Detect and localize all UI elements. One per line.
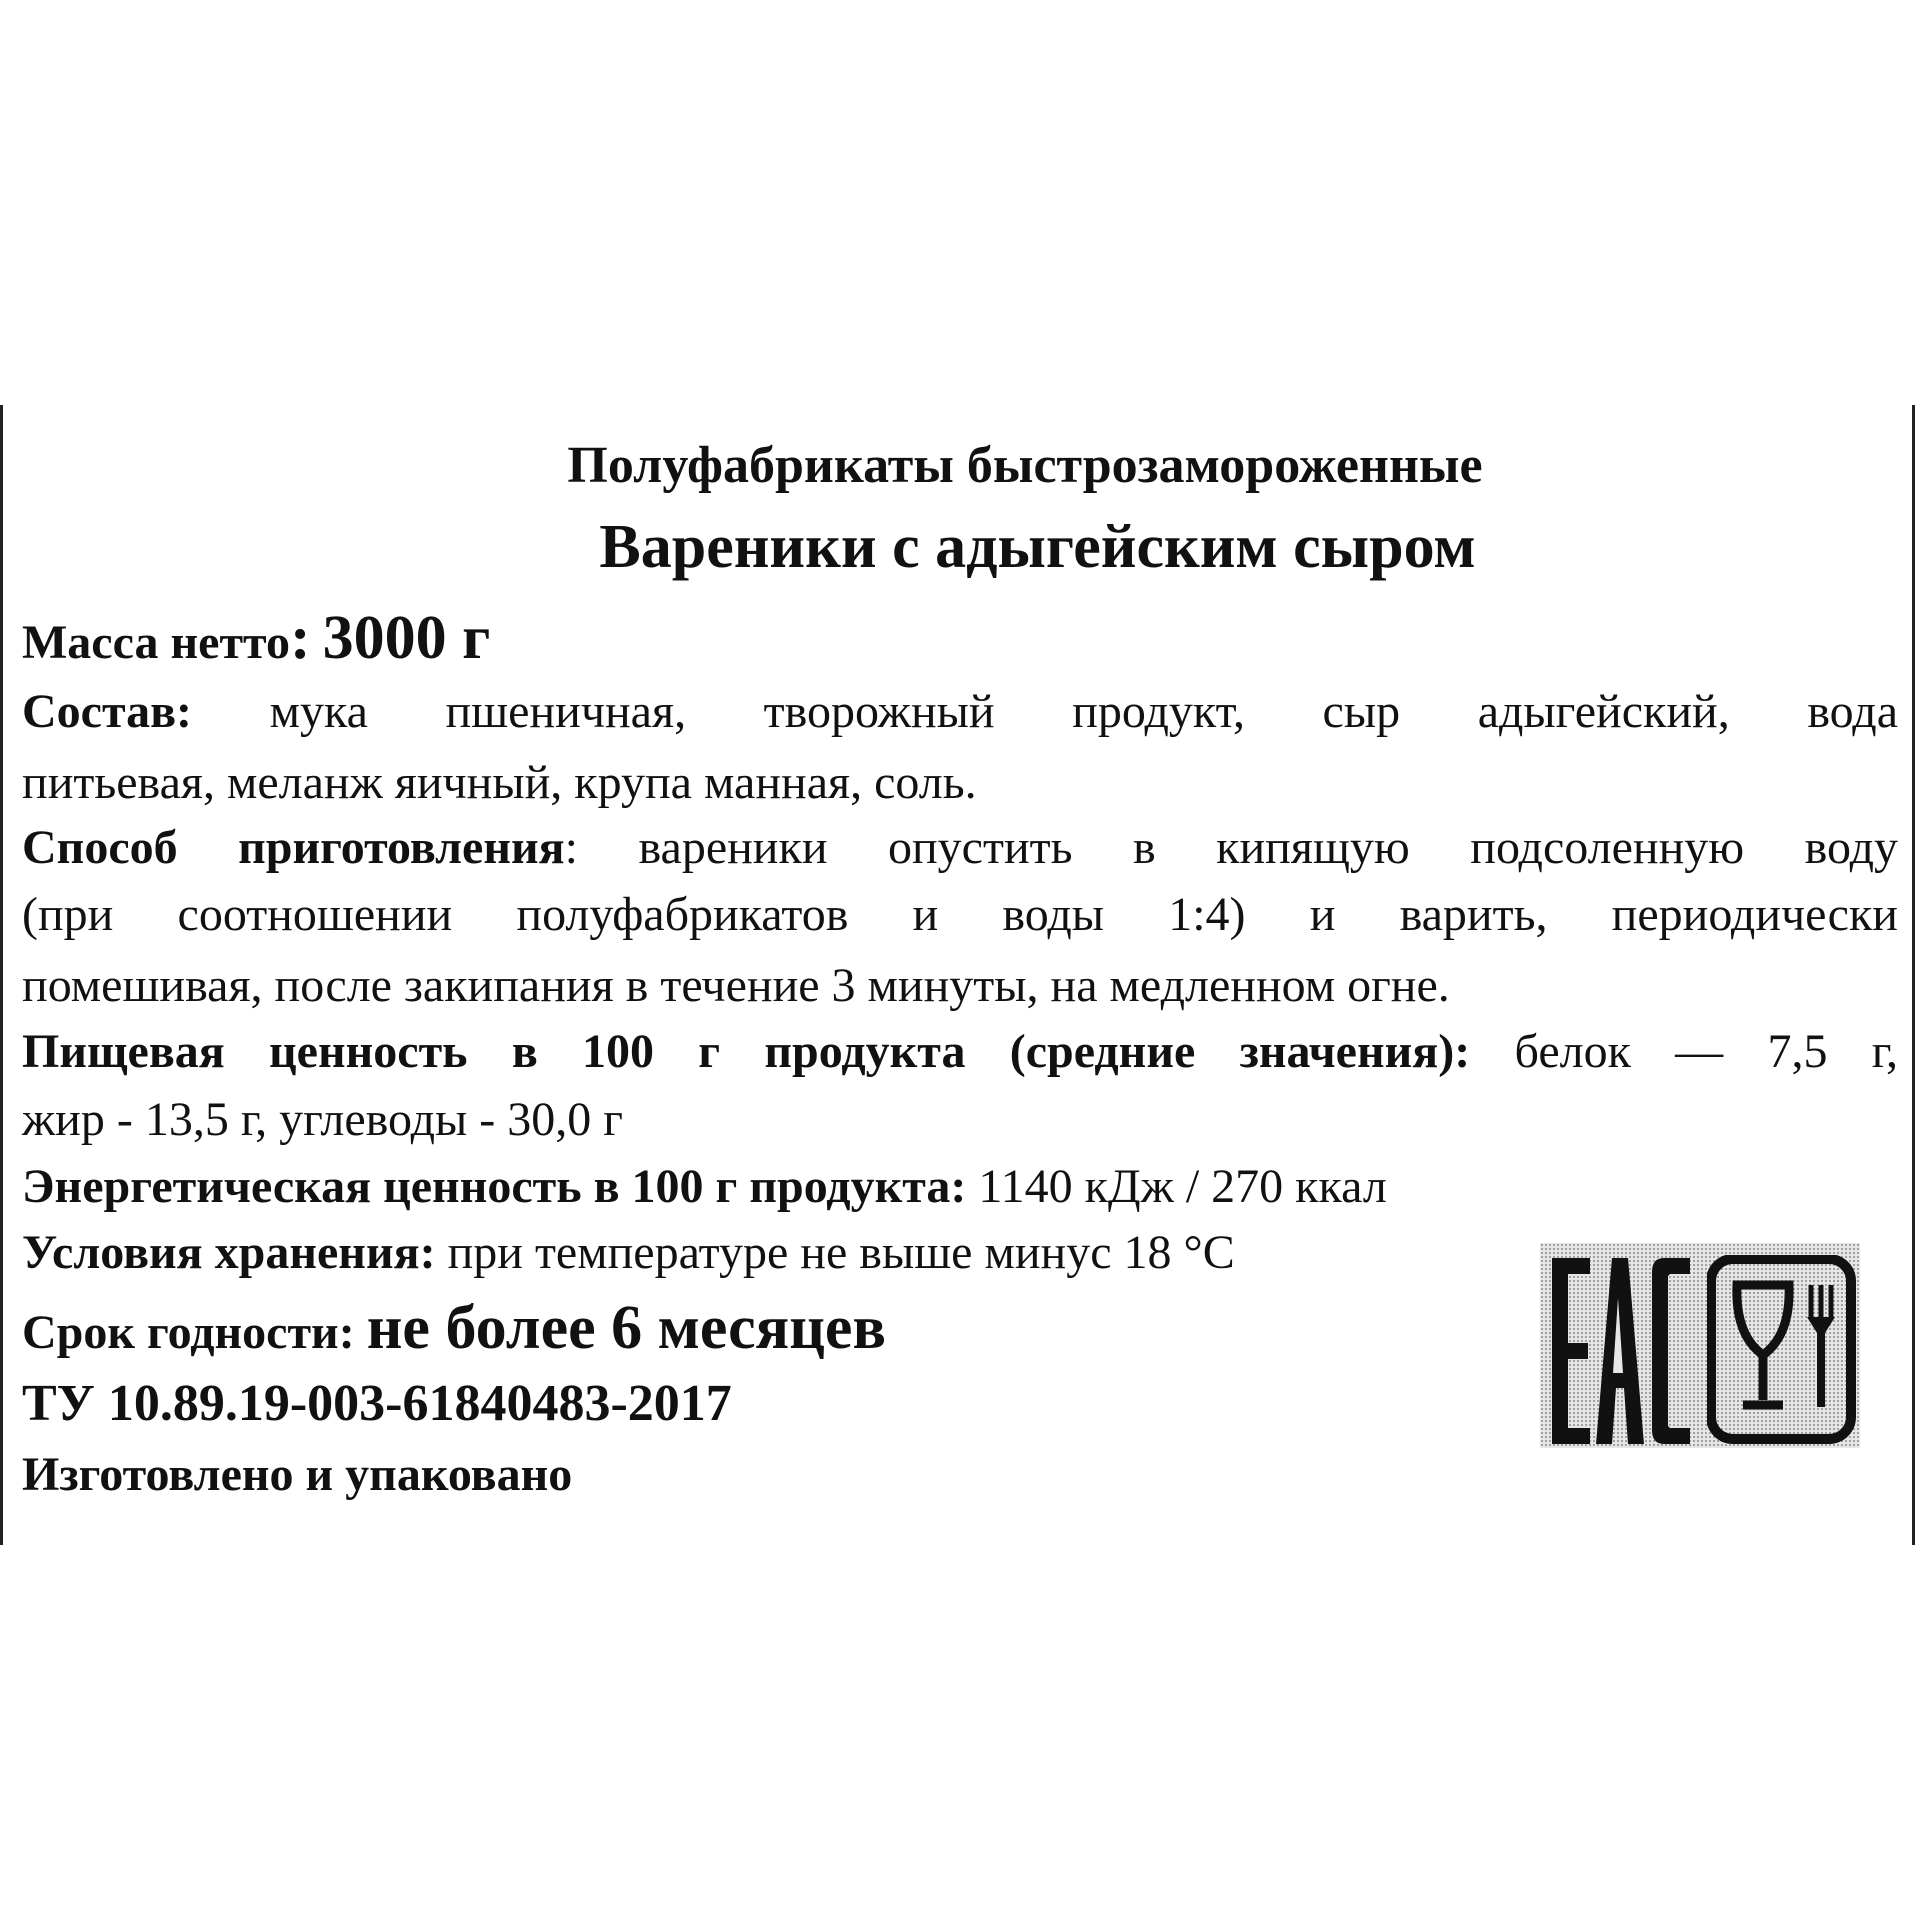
manufacturer-row	[22, 1445, 572, 1505]
product-category: Полуфабрикаты быстрозамороженные	[567, 437, 1483, 494]
preparation-text-1: : вареники опустить в кипящую подсоленную воду	[564, 821, 1899, 874]
composition-line-1	[22, 678, 1898, 746]
net-mass-value: 3000 г	[322, 604, 491, 672]
product-name: Вареники с адыгейским сыром	[599, 513, 1476, 581]
energy-label: Энергетическая ценность в 100 г продукта:	[22, 1160, 967, 1213]
nutrition-text-2: жир - 13,5 г, углеводы - 30,0 г	[22, 1093, 623, 1146]
technical-standard-row	[22, 1374, 732, 1434]
preparation-label: Способ приготовления	[22, 821, 565, 874]
eac-mark-icon	[1552, 1258, 1692, 1446]
glass-and-fork-icon	[1707, 1255, 1857, 1445]
composition-text-2: питьевая, меланж яичный, крупа манная, соль.	[22, 756, 977, 809]
energy-value: 1140 кДж / 270 ккал	[978, 1160, 1387, 1213]
preparation-line-1	[22, 814, 1898, 882]
storage-value: при температуре не выше минус 18 °С	[447, 1226, 1235, 1279]
nutrition-line-2	[22, 1090, 623, 1150]
net-mass-row	[22, 604, 491, 673]
technical-standard: ТУ 10.89.19-003-61840483-2017	[22, 1375, 732, 1432]
nutrition-line-1	[22, 1018, 1898, 1086]
shelf-life-value: не более 6 месяцев	[366, 1294, 886, 1362]
storage-label: Условия хранения:	[22, 1226, 436, 1279]
shelf-life-row	[22, 1294, 886, 1363]
nutrition-label: Пищевая ценность в 100 г продукта (средние значения):	[22, 1025, 1471, 1078]
preparation-line-2	[22, 881, 1898, 949]
net-mass-colon: :	[289, 604, 311, 672]
composition-line-2	[22, 753, 977, 813]
preparation-text-2: (при соотношении полуфабрикатов и воды 1:4) и варить, периодически	[22, 888, 1898, 941]
preparation-line-3	[22, 956, 1450, 1016]
manufacturer-label: Изготовлено и упаковано	[22, 1448, 573, 1501]
nutrition-text-1: белок — 7,5 г,	[1514, 1025, 1899, 1078]
storage-row	[22, 1223, 1235, 1283]
composition-label: Состав:	[22, 685, 193, 738]
net-mass-label: Масса нетто	[22, 616, 290, 669]
energy-row	[22, 1157, 1387, 1217]
shelf-life-label: Срок годности:	[22, 1306, 355, 1359]
preparation-text-3: помешивая, после закипания в течение 3 минуты, на медленном огне.	[22, 959, 1450, 1012]
composition-text-1: мука пшеничная, творожный продукт, сыр адыгейский, вода	[269, 685, 1899, 738]
